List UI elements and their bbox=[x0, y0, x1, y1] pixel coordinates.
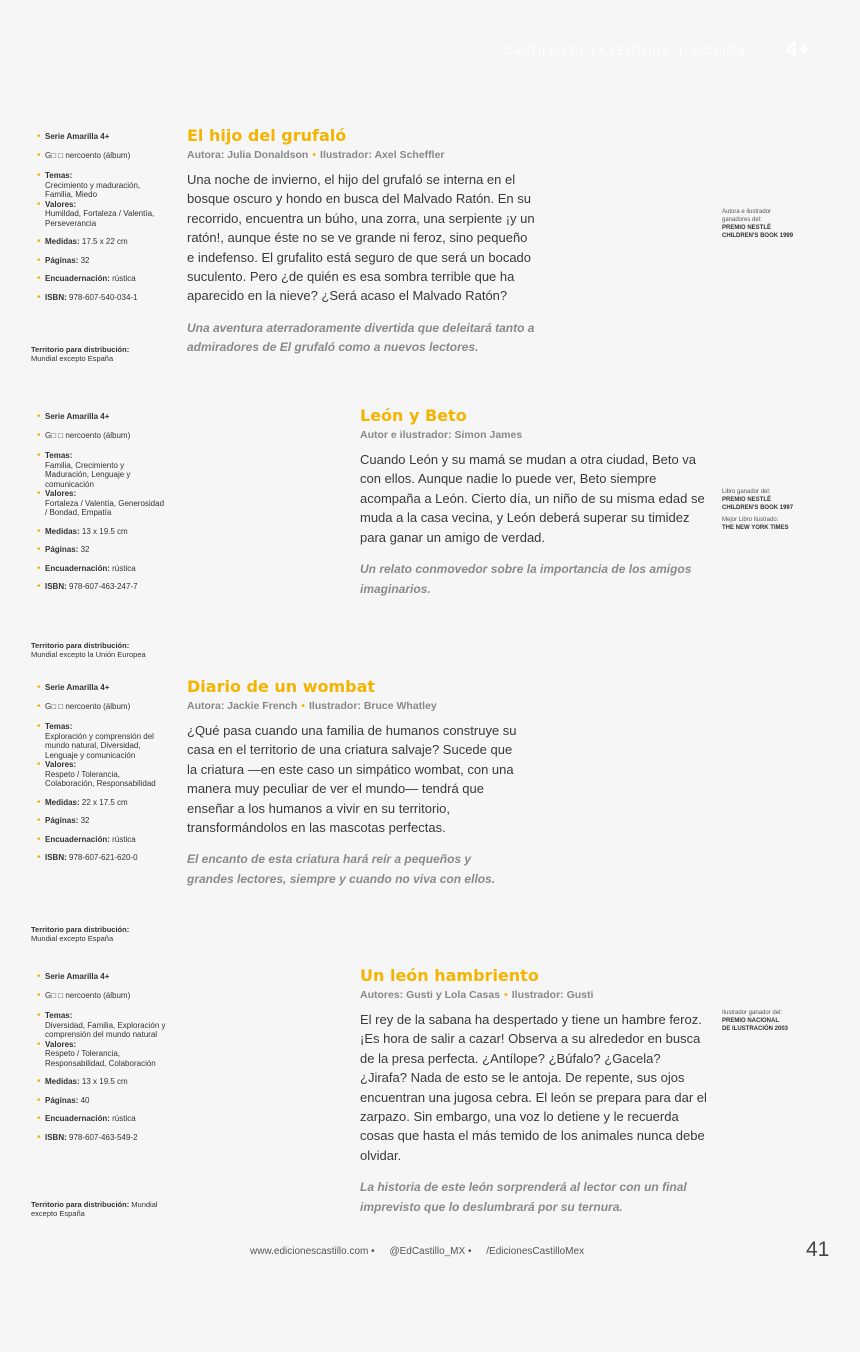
genero-value: G□ □ nercoento (álbum) bbox=[45, 150, 131, 160]
encuadernacion-value: rústica bbox=[112, 834, 136, 844]
paginas-value: 40 bbox=[80, 1095, 90, 1105]
medidas-value: 17.5 x 22 cm bbox=[81, 237, 128, 246]
spec-valores bbox=[37, 489, 167, 518]
author: Autora: Julia Donaldson bbox=[187, 149, 309, 161]
award-name: PREMIO NESTLÉ bbox=[722, 497, 772, 503]
spec-temas bbox=[37, 171, 167, 200]
award-name: CHILDREN'S BOOK 1997 bbox=[722, 505, 794, 511]
encuadernacion-value: rústica bbox=[112, 563, 136, 573]
book-tagline: Una aventura aterradoramente divertida que deleitará tanto a admiradores de El grufaló como a nuevos lectores. bbox=[187, 320, 535, 355]
page-footer bbox=[250, 1246, 596, 1257]
spec-temas bbox=[37, 722, 167, 760]
temas-label: Temas: bbox=[45, 1011, 73, 1020]
spec-encuadernacion bbox=[37, 1114, 167, 1124]
spec-genero bbox=[37, 991, 167, 1001]
territory-label: Territorio para distribución: bbox=[31, 641, 130, 650]
valores-value: Fortaleza / Valentía, Generosidad / Bondad, Empatía bbox=[45, 498, 165, 517]
territory-value: Mundial excepto la Unión Europea bbox=[31, 649, 146, 659]
spec-isbn bbox=[37, 1133, 167, 1143]
award-note bbox=[722, 488, 832, 532]
book-byline bbox=[360, 989, 710, 1002]
genero-value: G□ □ nercoento (álbum) bbox=[45, 701, 131, 711]
spec-serie bbox=[37, 683, 167, 693]
temas-label: Temas: bbox=[45, 171, 73, 180]
paginas-value: 32 bbox=[80, 255, 90, 265]
book-title: El hijo del grufaló bbox=[187, 126, 347, 145]
medidas-label: Medidas: bbox=[45, 526, 80, 536]
header-separator: | bbox=[678, 44, 683, 58]
valores-value: Respeto / Tolerancia, Responsabilidad, Colaboración bbox=[45, 1049, 156, 1068]
spec-encuadernacion bbox=[37, 564, 167, 574]
isbn-label: ISBN: bbox=[45, 853, 67, 862]
byline-dot: • bbox=[301, 700, 305, 712]
book-byline bbox=[187, 149, 537, 162]
age-badge: 4+ bbox=[786, 38, 811, 61]
spec-genero bbox=[37, 702, 167, 712]
territory-block bbox=[31, 346, 181, 363]
award-line: Autora e ilustrador bbox=[722, 209, 772, 215]
twitter-handle[interactable]: @EdCastillo_MX • bbox=[389, 1246, 472, 1257]
award-line: ganadores del: bbox=[722, 217, 762, 223]
spec-genero bbox=[37, 151, 167, 161]
award-note bbox=[722, 1009, 832, 1033]
encuadernacion-value: rústica bbox=[112, 1114, 136, 1123]
territory-block bbox=[31, 926, 181, 943]
paginas-label: Páginas: bbox=[45, 255, 79, 265]
illustrator: Ilustrador: Bruce Whatley bbox=[308, 700, 437, 712]
illustrator: Ilustrador: Gusti bbox=[511, 989, 594, 1001]
book-byline bbox=[187, 700, 517, 713]
book-title: Diario de un wombat bbox=[187, 677, 376, 696]
illustrator: Ilustrador: Axel Scheffler bbox=[320, 149, 445, 161]
authors: Autores: Gusti y Lola Casas bbox=[360, 989, 501, 1001]
medidas-value: 13 x 19.5 cm bbox=[81, 1077, 128, 1086]
author: Autora: Jackie French bbox=[187, 700, 298, 712]
book-tagline: La historia de este león sorprenderá al lector con un final imprevisto que lo deslumbrará por su ternura. bbox=[360, 1180, 687, 1214]
book-byline bbox=[360, 429, 705, 442]
award-line: Mejor Libro Ilustrado: bbox=[722, 517, 779, 523]
book-specs bbox=[37, 683, 167, 863]
valores-label: Valores: bbox=[45, 489, 77, 498]
award-line: Ilustrador ganador del: bbox=[722, 1010, 783, 1016]
serie-value: Serie Amarilla 4+ bbox=[45, 412, 110, 421]
award-name: DE ILUSTRACIÓN 2003 bbox=[722, 1026, 789, 1032]
temas-label: Temas: bbox=[45, 451, 73, 460]
spec-valores bbox=[37, 200, 167, 229]
valores-label: Valores: bbox=[45, 760, 77, 769]
spec-medidas bbox=[37, 1077, 167, 1087]
encuadernacion-label: Encuadernación: bbox=[45, 563, 110, 573]
spec-paginas bbox=[37, 256, 167, 266]
territory-block bbox=[31, 642, 181, 659]
isbn-label: ISBN: bbox=[45, 1132, 67, 1142]
spec-genero bbox=[37, 431, 167, 441]
territory-label: Territorio para distribución: bbox=[31, 925, 130, 934]
book-description: El rey de la sabana ha despertado y tiene un hambre feroz. ¡Es hora de salir a cazar! Observa a su alrededor en busca de la presa perfecta. ¿Antílope? ¿Búfalo? ¿Gacela? ¿Jirafa? Nada de esto se le antoja. De repente, sus ojos encuentran una jugosa cebra. El león se prepara para dar el zarpazo. Sin embargo, una voz lo detiene y le recuerda cosas que hasta el más temido de los animales nunca debe olvidar. bbox=[360, 1012, 707, 1163]
spec-temas bbox=[37, 1011, 167, 1040]
genero-value: G□ □ nercoento (álbum) bbox=[45, 990, 131, 1000]
medidas-label: Medidas: bbox=[45, 237, 80, 246]
territory-value: Mundial excepto España bbox=[31, 353, 114, 363]
facebook-handle[interactable]: /EdicionesCastilloMex bbox=[486, 1246, 585, 1257]
award-name: CHILDREN'S BOOK 1999 bbox=[722, 233, 794, 239]
spec-paginas bbox=[37, 545, 167, 555]
medidas-label: Medidas: bbox=[45, 1077, 80, 1086]
encuadernacion-value: rústica bbox=[112, 274, 136, 283]
paginas-value: 32 bbox=[80, 545, 90, 554]
website-link[interactable]: www.edicionescastillo.com • bbox=[250, 1246, 375, 1257]
encuadernacion-label: Encuadernación: bbox=[45, 834, 110, 844]
isbn-value: 978-607-463-549-2 bbox=[69, 1132, 138, 1142]
medidas-label: Medidas: bbox=[45, 797, 80, 807]
book-specs bbox=[37, 972, 167, 1142]
medidas-value: 13 x 19.5 cm bbox=[81, 526, 128, 536]
territory-block bbox=[31, 1201, 181, 1218]
spec-isbn bbox=[37, 853, 167, 863]
collection-name: CASTILLO DE LA LECTURA bbox=[504, 44, 670, 58]
spec-encuadernacion bbox=[37, 835, 167, 845]
book-description: ¿Qué pasa cuando una familia de humanos construye su casa en el territorio de una criatura salvaje? Sucede que la criatura —en este caso un simpático wombat, con una manera muy peculiar de ver el mundo— tendrá que enseñar a los humanos a vivir en su territorio, transformándolos en las mascotas perfectas. bbox=[187, 723, 517, 836]
spec-serie bbox=[37, 972, 167, 982]
spec-serie bbox=[37, 132, 167, 142]
isbn-value: 978-607-540-034-1 bbox=[69, 292, 138, 302]
book-tagline: Un relato conmovedor sobre la importancia de los amigos imaginarios. bbox=[360, 562, 692, 596]
book-description: Cuando León y su mamá se mudan a otra ciudad, Beto va con ellos. Aunque nadie lo puede ver, Beto siempre acompaña a León. Cierto día, un niño de su misma edad se muda a la casa vecina, y León deberá superar su timidez para ganar un amigo de verdad. bbox=[360, 452, 705, 545]
award-name: PREMIO NESTLÉ bbox=[722, 225, 772, 231]
serie-value: Serie Amarilla 4+ bbox=[45, 972, 110, 981]
valores-value: Humildad, Fortaleza / Valentía, Perseverancia bbox=[45, 209, 155, 228]
author-illustrator: Autor e ilustrador: Simon James bbox=[360, 429, 523, 441]
valores-label: Valores: bbox=[45, 199, 77, 209]
temas-value: Diversidad, Familia, Exploración y comprensión del mundo natural bbox=[45, 1020, 166, 1039]
book-main bbox=[187, 677, 517, 901]
byline-dot: • bbox=[504, 989, 508, 1001]
book-main bbox=[360, 406, 705, 611]
award-line: Libro ganador del: bbox=[722, 489, 771, 495]
valores-label: Valores: bbox=[45, 1039, 77, 1049]
paginas-label: Páginas: bbox=[45, 816, 79, 825]
award-name: THE NEW YORK TIMES bbox=[722, 525, 789, 531]
valores-value: Respeto / Tolerancia, Colaboración, Responsabilidad bbox=[45, 769, 156, 788]
book-specs bbox=[37, 132, 167, 302]
territory-value: Mundial excepto España bbox=[31, 933, 114, 943]
territory-label: Territorio para distribución: bbox=[31, 1200, 130, 1209]
spec-medidas bbox=[37, 798, 167, 808]
spec-medidas bbox=[37, 527, 167, 537]
spec-valores bbox=[37, 760, 167, 789]
genre-label: FICCIÓN bbox=[692, 44, 746, 58]
book-main bbox=[187, 126, 537, 370]
spec-paginas bbox=[37, 1096, 167, 1106]
encuadernacion-label: Encuadernación: bbox=[45, 1114, 110, 1123]
award-name: PREMIO NACIONAL bbox=[722, 1018, 779, 1024]
spec-serie bbox=[37, 412, 167, 422]
isbn-label: ISBN: bbox=[45, 292, 67, 302]
book-title: Un león hambriento bbox=[360, 966, 539, 985]
spec-encuadernacion bbox=[37, 274, 167, 284]
spec-temas bbox=[37, 451, 167, 489]
book-description: Una noche de invierno, el hijo del grufaló se interna en el bosque oscuro y hondo en busca del Malvado Ratón. En su recorrido, encuentra un búho, una zorra, una serpiente ¡y un ratón!, aunque éste no se ve grande ni feroz, sino pequeño e indefenso. El grufalito está seguro de que será un bocado suculento. Pero ¿de quién es esa sombra terrible que ha aparecido en la nieve? ¿Será acaso el Malvado Ratón? bbox=[187, 172, 535, 304]
book-specs bbox=[37, 412, 167, 592]
medidas-value: 22 x 17.5 cm bbox=[81, 797, 128, 807]
isbn-value: 978-607-463-247-7 bbox=[69, 582, 138, 591]
territory-label: Territorio para distribución: bbox=[31, 345, 130, 354]
territory-value: Mundial excepto España bbox=[31, 1200, 158, 1218]
byline-dot: • bbox=[312, 149, 317, 161]
paginas-label: Páginas: bbox=[45, 1095, 79, 1105]
header-collection bbox=[504, 44, 745, 58]
isbn-value: 978-607-621-620-0 bbox=[69, 853, 138, 862]
spec-medidas bbox=[37, 237, 167, 247]
book-tagline: El encanto de esta criatura hará reír a pequeños y grandes lectores, siempre y cuando no viva con ellos. bbox=[187, 852, 496, 886]
temas-value: Familia, Crecimiento y Maduración, Lenguaje y comunicación bbox=[45, 460, 131, 489]
paginas-label: Páginas: bbox=[45, 545, 79, 554]
isbn-label: ISBN: bbox=[45, 582, 67, 591]
book-main bbox=[360, 966, 710, 1229]
paginas-value: 32 bbox=[80, 816, 90, 825]
spec-isbn bbox=[37, 293, 167, 303]
spec-paginas bbox=[37, 816, 167, 826]
award-note bbox=[722, 208, 832, 240]
genero-value: G□ □ nercoento (álbum) bbox=[45, 430, 131, 440]
temas-value: Exploración y comprensión del mundo natural, Diversidad, Lenguaje y comunicación bbox=[45, 731, 154, 760]
spec-isbn bbox=[37, 582, 167, 592]
encuadernacion-label: Encuadernación: bbox=[45, 274, 110, 283]
page-number: 41 bbox=[806, 1238, 830, 1261]
book-title: León y Beto bbox=[360, 406, 467, 425]
serie-value: Serie Amarilla 4+ bbox=[45, 132, 110, 141]
temas-label: Temas: bbox=[45, 722, 73, 731]
spec-valores bbox=[37, 1040, 167, 1069]
temas-value: Crecimiento y maduración, Familia, Miedo bbox=[45, 180, 141, 199]
serie-value: Serie Amarilla 4+ bbox=[45, 683, 110, 692]
